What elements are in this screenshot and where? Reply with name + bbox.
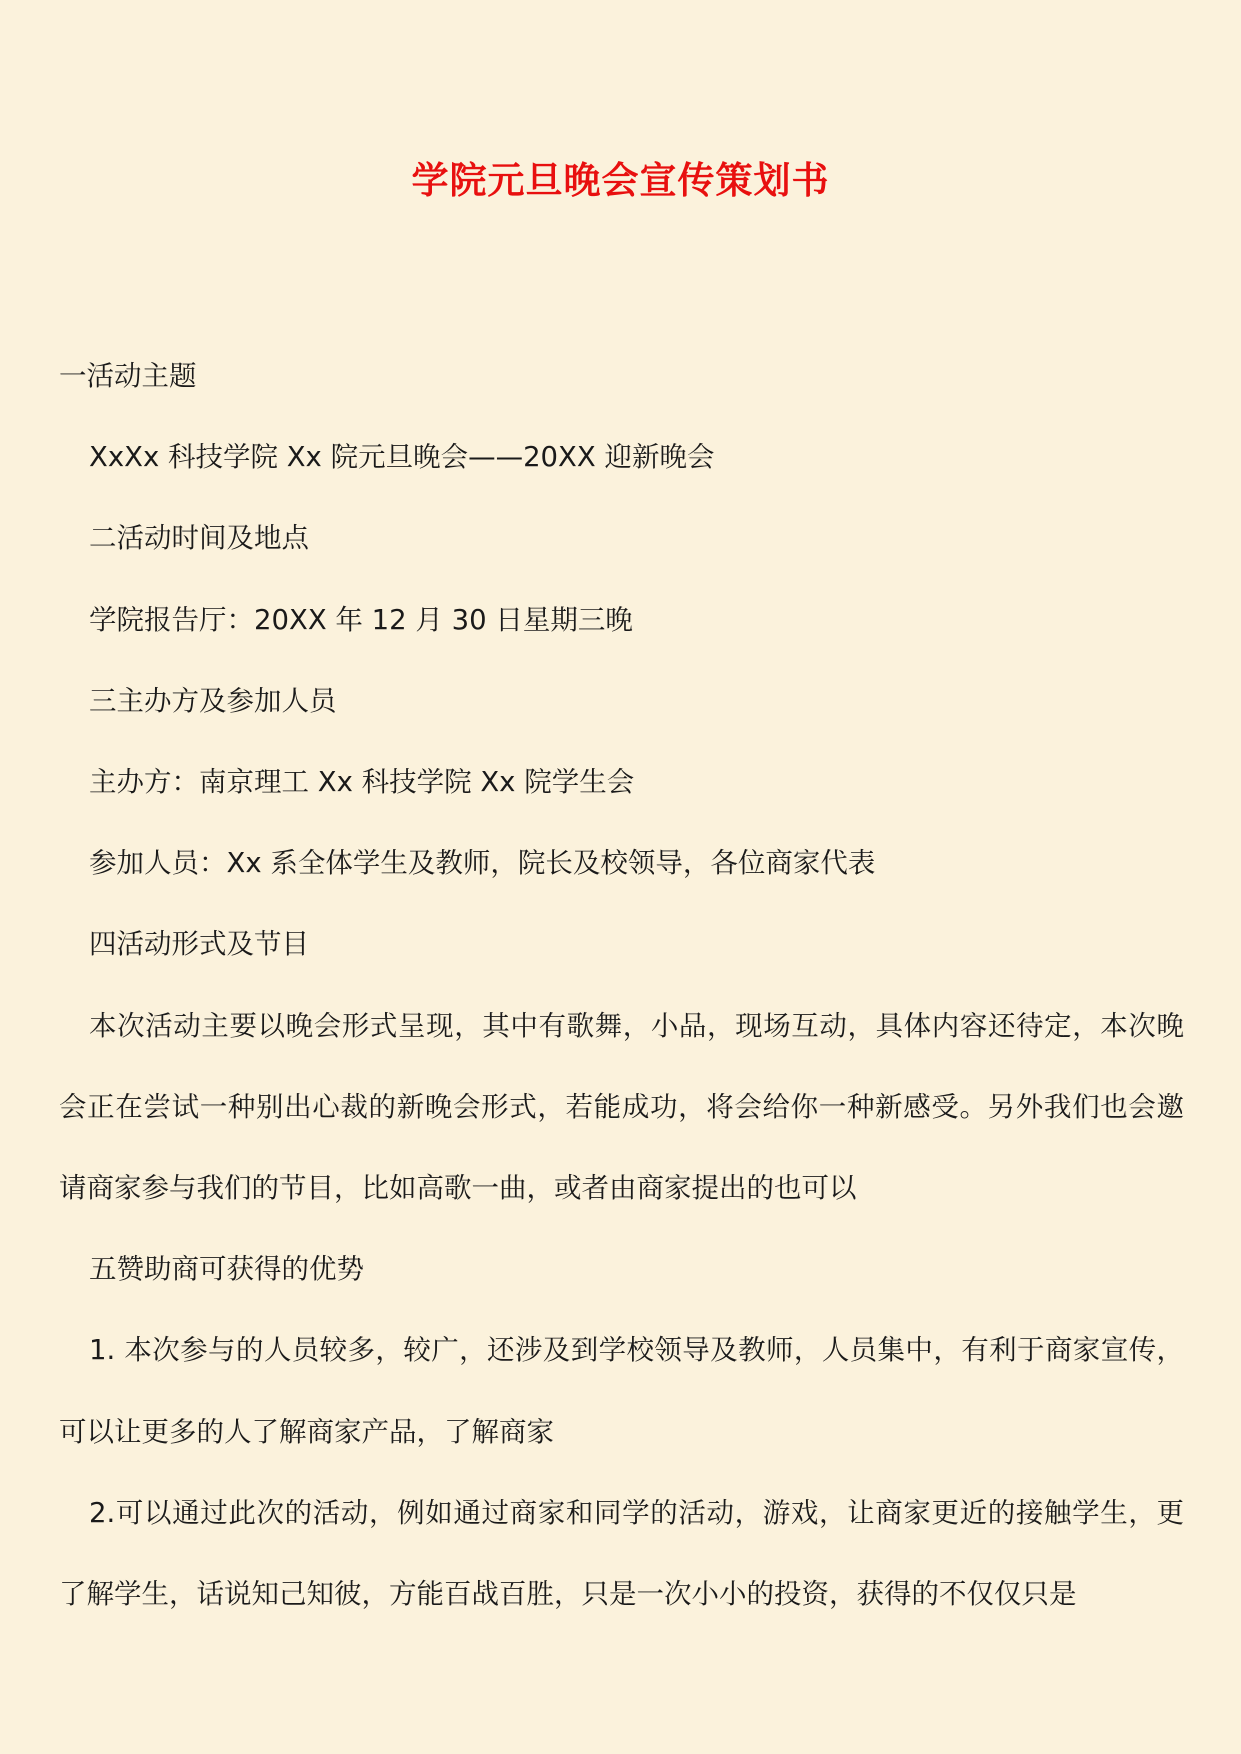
paragraph-theme: XxXx 科技学院 Xx 院元旦晚会——20XX 迎新晚会 <box>89 441 715 474</box>
paragraph-advantage-1: 1. 本次参与的人员较多，较广，还涉及到学校领导及教师，人员集中，有利于商家宣传，可以让更多的人了解商家产品，了解商家 <box>59 1334 1184 1448</box>
paragraph-organizer: 主办方：南京理工 Xx 科技学院 Xx 院学生会 <box>89 766 635 799</box>
section-heading-format: 四活动形式及节目 <box>89 928 309 961</box>
paragraph-format: 本次活动主要以晚会形式呈现，其中有歌舞，小品，现场互动，具体内容还待定，本次晚会正在尝试一种别出心裁的新晚会形式，若能成功，将会给你一种新感受。另外我们也会邀请商家参与我们的节目，比如高歌一曲，或者由商家提出的也可以 <box>59 1009 1184 1205</box>
paragraph-participants: 参加人员：Xx 系全体学生及教师，院长及校领导，各位商家代表 <box>89 847 876 880</box>
paragraph-time-place: 学院报告厅：20XX 年 12 月 30 日星期三晚 <box>89 603 633 636</box>
document-title: 学院元旦晚会宣传策划书 <box>411 158 830 202</box>
section-heading-organizers: 三主办方及参加人员 <box>89 684 337 717</box>
section-heading-sponsor-advantages: 五赞助商可获得的优势 <box>89 1253 364 1286</box>
document-body <box>59 336 1184 1635</box>
section-heading-time-place: 二活动时间及地点 <box>89 522 309 555</box>
section-heading-theme: 一活动主题 <box>59 360 197 392</box>
paragraph-advantage-2: 2.可以通过此次的活动，例如通过商家和同学的活动，游戏，让商家更近的接触学生，更了解学生，话说知己知彼，方能百战百胜，只是一次小小的投资，获得的不仅仅只是 <box>59 1496 1184 1611</box>
